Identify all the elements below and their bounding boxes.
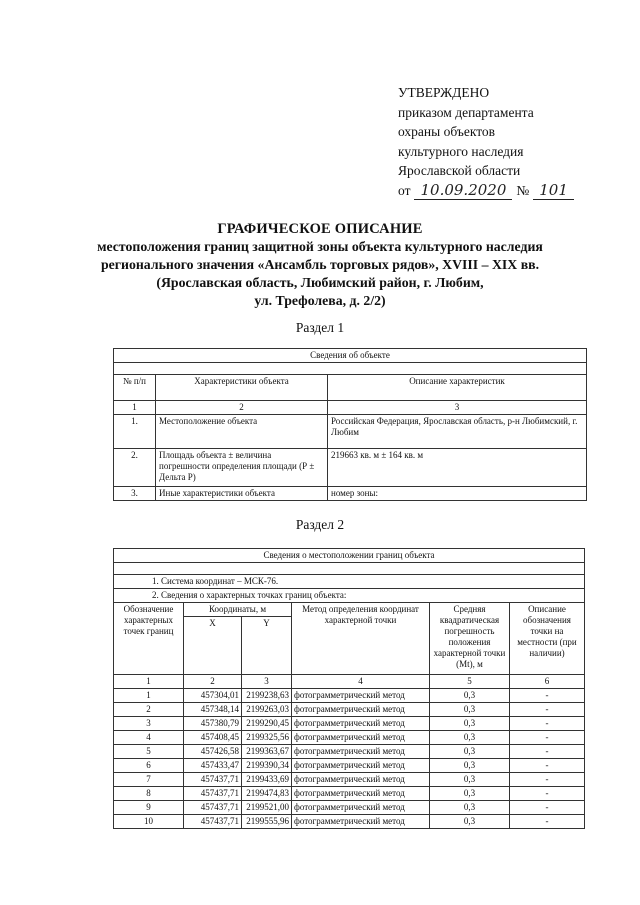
accuracy-cell: 0,3 <box>430 815 510 829</box>
coord-x: 457437,71 <box>184 773 242 787</box>
table-row <box>114 689 585 703</box>
row-num: 2. <box>114 449 156 487</box>
row-desc: номер зоны: <box>328 487 587 501</box>
coord-x: 457380,79 <box>184 717 242 731</box>
col-number: 2 <box>184 675 242 689</box>
title-line: местоположения границ защитной зоны объекта культурного наследия <box>97 239 543 254</box>
col-number: 4 <box>292 675 430 689</box>
approval-line: культурного наследия <box>398 143 524 159</box>
blank-row <box>114 563 585 575</box>
accuracy-cell: 0,3 <box>430 745 510 759</box>
col-number: 5 <box>430 675 510 689</box>
marking-cell: - <box>510 801 585 815</box>
coord-x: 457437,71 <box>184 801 242 815</box>
coord-x: 457348,14 <box>184 703 242 717</box>
row-char: Иные характеристики объекта <box>156 487 328 501</box>
accuracy-cell: 0,3 <box>430 787 510 801</box>
col-header-method: Метод определения координат характерной точки <box>292 603 430 675</box>
table-row <box>114 745 585 759</box>
col-header-marking: Описание обозначения точки на местности (при наличии) <box>510 603 585 675</box>
approval-number: 101 <box>533 182 574 200</box>
accuracy-cell: 0,3 <box>430 773 510 787</box>
table-row <box>114 773 585 787</box>
point-number: 4 <box>114 731 184 745</box>
col-header-y: Y <box>242 617 292 675</box>
boundary-points-table <box>113 548 585 829</box>
row-desc: Российская Федерация, Ярославская область, р-н Любимский, г. Любим <box>328 415 587 449</box>
accuracy-cell: 0,3 <box>430 759 510 773</box>
document-title <box>60 220 580 310</box>
approval-line: приказом департамента <box>398 104 534 120</box>
title-main: ГРАФИЧЕСКОЕ ОПИСАНИЕ <box>217 221 423 237</box>
table-row <box>114 731 585 745</box>
title-line: регионального значения «Ансамбль торговых рядов», XVIII – XIX вв. <box>100 257 540 272</box>
col-header-coords: Координаты, м <box>184 603 292 617</box>
method-cell: фотограмметрический метод <box>292 759 430 773</box>
point-number: 7 <box>114 773 184 787</box>
table-row <box>114 703 585 717</box>
col-number: 3 <box>328 401 587 415</box>
coord-x: 457408,45 <box>184 731 242 745</box>
approval-line: охраны объектов <box>398 124 496 139</box>
row-desc: 219663 кв. м ± 164 кв. м <box>328 449 587 487</box>
coord-x: 457426,58 <box>184 745 242 759</box>
col-number: 1 <box>114 401 156 415</box>
point-number: 5 <box>114 745 184 759</box>
marking-cell: - <box>510 759 585 773</box>
approval-title: УТВЕРЖДЕНО <box>398 85 490 100</box>
table-caption: Сведения об объекте <box>114 349 587 363</box>
blank-row <box>114 363 587 375</box>
row-num: 3. <box>114 487 156 501</box>
approval-date: 10.09.2020 <box>414 182 512 200</box>
approval-date-line <box>398 181 618 201</box>
point-number: 3 <box>114 717 184 731</box>
coord-y: 2199474,83 <box>242 787 292 801</box>
coord-y: 2199390,34 <box>242 759 292 773</box>
row-char: Площадь объекта ± величина погрешности определения площади (Р ± Дельта Р) <box>156 449 328 487</box>
number-label: № <box>516 182 530 198</box>
table-row <box>114 759 585 773</box>
coordinate-system: 1. Система координат – МСК-76. <box>114 575 585 589</box>
col-header-char: Характеристики объекта <box>156 375 328 401</box>
marking-cell: - <box>510 689 585 703</box>
point-number: 9 <box>114 801 184 815</box>
col-number: 3 <box>242 675 292 689</box>
method-cell: фотограмметрический метод <box>292 773 430 787</box>
marking-cell: - <box>510 773 585 787</box>
row-char: Местоположение объекта <box>156 415 328 449</box>
coord-y: 2199263,03 <box>242 703 292 717</box>
coord-x: 457433,47 <box>184 759 242 773</box>
marking-cell: - <box>510 717 585 731</box>
method-cell: фотограмметрический метод <box>292 703 430 717</box>
section1-heading: Раздел 1 <box>295 320 345 335</box>
col-number: 1 <box>114 675 184 689</box>
coord-y: 2199238,63 <box>242 689 292 703</box>
marking-cell: - <box>510 731 585 745</box>
coord-x: 457437,71 <box>184 787 242 801</box>
point-number: 10 <box>114 815 184 829</box>
col-header-desc: Описание характеристик <box>328 375 587 401</box>
accuracy-cell: 0,3 <box>430 801 510 815</box>
title-line: ул. Трефолева, д. 2/2) <box>254 293 386 308</box>
coord-y: 2199290,45 <box>242 717 292 731</box>
table-row <box>114 801 585 815</box>
col-header-x: X <box>184 617 242 675</box>
coord-y: 2199521,00 <box>242 801 292 815</box>
approval-line: Ярославской области <box>398 163 521 178</box>
points-caption: 2. Сведения о характерных точках границ объекта: <box>114 589 585 603</box>
method-cell: фотограмметрический метод <box>292 801 430 815</box>
method-cell: фотограмметрический метод <box>292 815 430 829</box>
method-cell: фотограмметрический метод <box>292 745 430 759</box>
col-header-num: № п/п <box>114 375 156 401</box>
point-number: 2 <box>114 703 184 717</box>
points-body <box>114 689 585 829</box>
coord-y: 2199433,69 <box>242 773 292 787</box>
section2-heading: Раздел 2 <box>295 517 345 532</box>
point-number: 6 <box>114 759 184 773</box>
table-row <box>114 815 585 829</box>
col-header-designation: Обозначение характерных точек границ <box>114 603 184 675</box>
coord-x: 457437,71 <box>184 815 242 829</box>
coord-x: 457304,01 <box>184 689 242 703</box>
col-number: 6 <box>510 675 585 689</box>
point-number: 1 <box>114 689 184 703</box>
row-num: 1. <box>114 415 156 449</box>
accuracy-cell: 0,3 <box>430 703 510 717</box>
accuracy-cell: 0,3 <box>430 731 510 745</box>
coord-y: 2199325,56 <box>242 731 292 745</box>
coord-y: 2199363,67 <box>242 745 292 759</box>
method-cell: фотограмметрический метод <box>292 787 430 801</box>
col-number: 2 <box>156 401 328 415</box>
coord-y: 2199555,96 <box>242 815 292 829</box>
marking-cell: - <box>510 745 585 759</box>
marking-cell: - <box>510 815 585 829</box>
table-caption: Сведения о местоположении границ объекта <box>114 549 585 563</box>
title-line: (Ярославская область, Любимский район, г. Любим, <box>156 275 484 290</box>
approval-stamp <box>398 83 618 200</box>
table-row <box>114 717 585 731</box>
marking-cell: - <box>510 703 585 717</box>
accuracy-cell: 0,3 <box>430 689 510 703</box>
method-cell: фотограмметрический метод <box>292 717 430 731</box>
from-label: от <box>398 182 411 198</box>
marking-cell: - <box>510 787 585 801</box>
col-header-accuracy: Средняя квадратическая погрешность положения характерной точки (Mt), м <box>430 603 510 675</box>
table-row <box>114 787 585 801</box>
method-cell: фотограмметрический метод <box>292 731 430 745</box>
method-cell: фотограмметрический метод <box>292 689 430 703</box>
point-number: 8 <box>114 787 184 801</box>
object-info-table <box>113 348 587 501</box>
accuracy-cell: 0,3 <box>430 717 510 731</box>
